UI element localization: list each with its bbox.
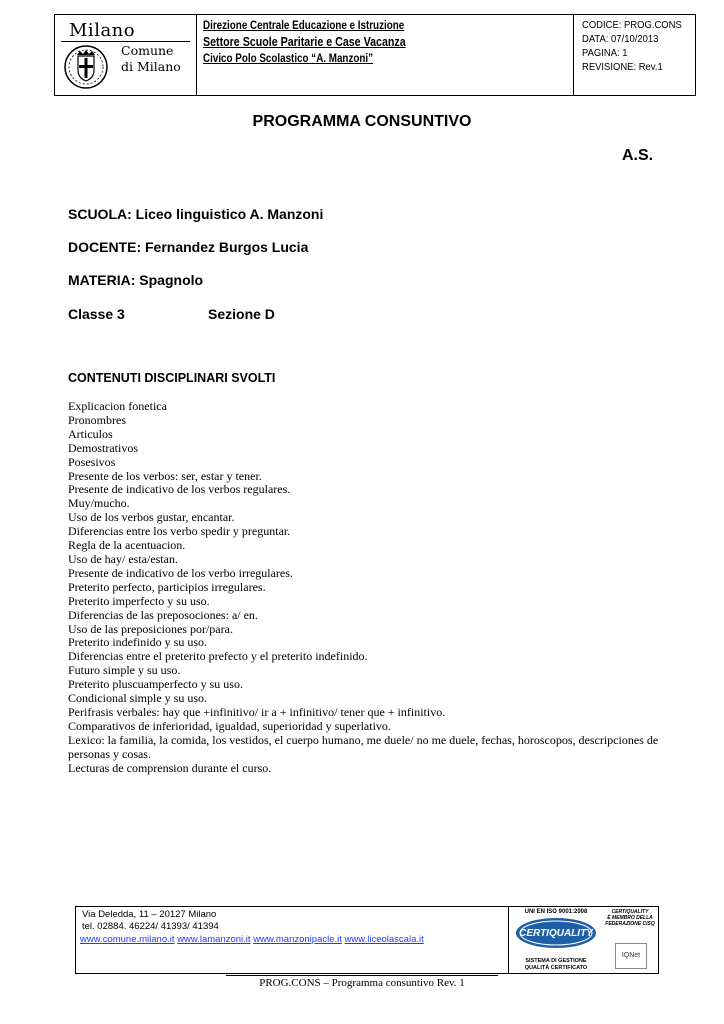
- contents-item: Diferencias entre el preterito prefecto y el preterito indefinido.: [68, 649, 368, 664]
- contents-item: Uso de los verbos gustar, encantar.: [68, 510, 235, 525]
- logo-wordmark-box: [61, 19, 190, 42]
- classe-line: Classe 3: [68, 306, 125, 322]
- iqnet-logo: IQNet: [615, 943, 647, 969]
- contents-item: Posesivos: [68, 454, 116, 469]
- contents-item: Comparativos de inferioridad, igualdad, superioridad y superlativo.: [68, 718, 391, 733]
- contents-item: Presente de indicativo de los verbos regulares.: [68, 482, 291, 497]
- contents-item: Presente de indicativo de los verbo irregulares.: [68, 565, 293, 580]
- contents-item: Preterito pluscuamperfecto y su uso.: [68, 677, 243, 692]
- docente-line: DOCENTE: Fernandez Burgos Lucia: [68, 239, 309, 255]
- contents-item: Diferencias entre los verbo spedir y preguntar.: [68, 524, 291, 539]
- department-block: [203, 18, 406, 66]
- page-footer-text: PROG.CONS – Programma consuntivo Rev. 1: [259, 977, 465, 989]
- contents-item: Uso de las preposiciones por/para.: [68, 621, 233, 636]
- page-title: PROGRAMMA CONSUNTIVO: [252, 113, 472, 130]
- logo-wordmark: Milano: [69, 20, 136, 41]
- cert-caption: SISTEMA DI GESTIONE QUALITÀ CERTIFICATO: [524, 958, 588, 971]
- contents-item: Demostrativos: [68, 440, 138, 455]
- contact-info: [82, 909, 219, 932]
- contents-item: Muy/mucho.: [68, 496, 130, 511]
- link-manzonipacle[interactable]: www.manzonipacle.it: [253, 934, 342, 945]
- link-comune[interactable]: www.comune.milano.it: [80, 934, 175, 945]
- scuola-line: SCUOLA: Liceo linguistico A. Manzoni: [68, 206, 324, 222]
- website-links: [80, 934, 424, 946]
- codice-field: CODICE: PROG.CONS: [582, 19, 682, 31]
- contents-item: Diferencias de las preposociones: a/ en.: [68, 607, 258, 622]
- iso-label: UNI EN ISO 9001:2008: [524, 909, 588, 915]
- contents-item: Presente de los verbos: ser, estar y tener.: [68, 468, 262, 483]
- federation-badge: [603, 909, 657, 971]
- contents-item: Articulos: [68, 426, 113, 441]
- certification-badge: [512, 909, 600, 971]
- contact-cell: [76, 907, 509, 973]
- certiquality-logo-icon: [512, 915, 600, 951]
- comune-label: Comune di Milano: [121, 43, 181, 74]
- contents-item: Lexico: la familia, la comida, los vestidos, el cuerpo humano, me duele/ no me duele, fechas, horoscopos, descripciones de personas y cosas.: [68, 732, 659, 761]
- address: Via Deledda, 11 – 20127 Milano: [82, 909, 217, 920]
- pagina-field: PAGINA: 1: [582, 47, 628, 59]
- sezione-line: Sezione D: [208, 306, 275, 322]
- link-liceolascala[interactable]: www.liceolascala.it: [344, 934, 424, 945]
- contents-item: Preterito perfecto, participios irregulares.: [68, 579, 266, 594]
- contents-item: Explicacion fonetica: [68, 399, 167, 413]
- contents-item: Lecturas de comprension durante el curso.: [68, 760, 272, 775]
- data-field: DATA: 07/10/2013: [582, 33, 659, 45]
- document-meta: [582, 18, 682, 74]
- contents-item: Uso de hay/ esta/estan.: [68, 551, 178, 566]
- document-header: [54, 14, 696, 96]
- federation-text: CERTIQUALITY È MEMBRO DELLA FEDERAZIONE CISQ: [605, 909, 655, 927]
- document-footer: [75, 906, 659, 974]
- cert-name: CERTIQUALITY: [519, 928, 593, 939]
- contents-list: [68, 400, 668, 775]
- revisione-field: REVISIONE: Rev.1: [582, 61, 663, 73]
- contents-item: Pronombres: [68, 412, 126, 427]
- school-year-label: A.S.: [622, 147, 654, 164]
- footer-rule: [226, 975, 498, 976]
- contents-item: Regla de la acentuacion.: [68, 538, 186, 553]
- contents-heading: CONTENUTI DISCIPLINARI SVOLTI: [68, 371, 276, 385]
- department-line: Direzione Centrale Educazione e Istruzione: [203, 18, 405, 32]
- telephone: tel. 02884. 46224/ 41393/ 41394: [82, 920, 219, 932]
- contents-item: Preterito imperfecto y su uso.: [68, 593, 210, 608]
- link-lamanzoni[interactable]: www.lamanzoni.it: [177, 934, 251, 945]
- sector-line: Settore Scuole Paritarie e Case Vacanza: [203, 34, 406, 49]
- document-meta-cell: [573, 15, 696, 95]
- contents-item: Preterito indefinido y su uso.: [68, 635, 207, 650]
- crest-icon: [63, 44, 109, 90]
- contents-item: Condicional simple y su uso.: [68, 691, 207, 706]
- school-line: Civico Polo Scolastico “A. Manzoni”: [203, 51, 374, 65]
- materia-line: MATERIA: Spagnolo: [68, 272, 204, 288]
- contents-item: Futuro simple y su uso.: [68, 663, 181, 678]
- municipality-logo-cell: [55, 15, 197, 95]
- contents-item: Perifrasis verbales: hay que +infinitivo/ ir a + infinitivo/ tener que + infinitivo.: [68, 704, 446, 719]
